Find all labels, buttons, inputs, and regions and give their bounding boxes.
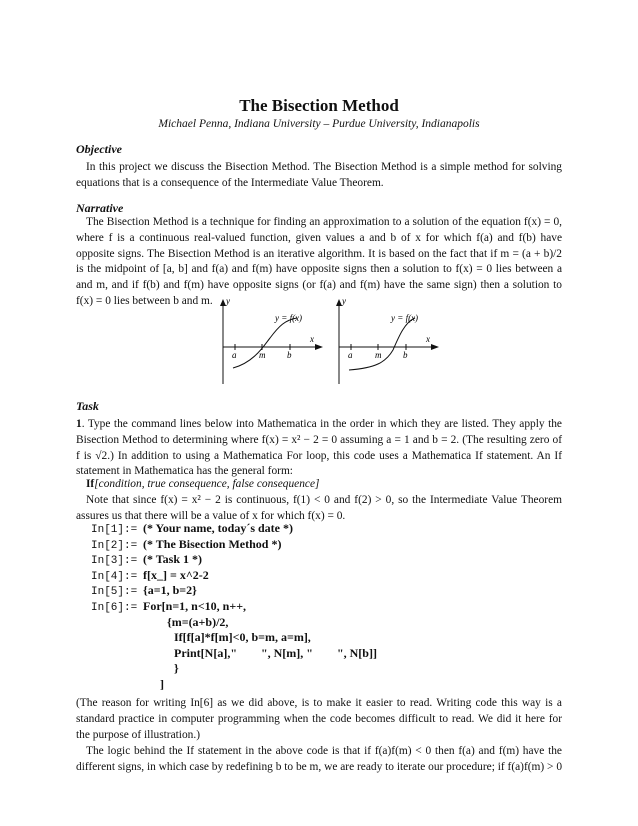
code-command: {a=1, b=2} bbox=[143, 583, 197, 598]
reason-text: (The reason for writing In[6] as we did above, is to make it easier to read. Writing code this way is a standard practice in computer programming when the code becomes difficult to read. We did it here for the purpose of illustration.) bbox=[76, 697, 562, 741]
x-label: x bbox=[310, 334, 314, 344]
page-title: The Bisection Method bbox=[239, 96, 399, 115]
narrative-body: The Bisection Method is a technique for finding an approximation to a solution of the equation f(x) = 0, where f is a continuous real-valued function, given values a and b of x for which f(a) and f(b) have opposite signs. The Bisection Method is an iterative algorithm. It is based on the fact that if m = (a + b)/2 is the midpoint of [a, b] and f(a) and f(m) have opposite signs then a solution to f(x) = 0 lies between a and m, and if f(b) and f(m) have opposite signs (or f(a) and f(m) have the same sign) then a solution to f(x) = 0 lies between b and m. bbox=[76, 216, 562, 307]
code-command: (* Task 1 *) bbox=[143, 552, 203, 567]
code-label: In[3]:= bbox=[91, 555, 138, 568]
code-line bbox=[91, 615, 377, 631]
code-line bbox=[91, 537, 377, 553]
author-line: Michael Penna, Indiana University – Purdue University, Indianapolis bbox=[158, 118, 480, 130]
if-general-form bbox=[76, 477, 562, 493]
x-axis-arrow bbox=[431, 344, 439, 350]
code-label: In[1]:= bbox=[91, 524, 138, 536]
task-intro bbox=[76, 417, 562, 480]
curve bbox=[349, 318, 415, 370]
curve-label: y = f(x) bbox=[391, 313, 419, 323]
curve bbox=[233, 318, 297, 368]
code-line bbox=[91, 568, 377, 584]
a-label: a bbox=[232, 350, 237, 360]
figure-bisection-1 bbox=[215, 296, 325, 386]
code-command: } bbox=[174, 661, 179, 676]
code-command: For[n=1, n<10, n++, bbox=[143, 598, 247, 613]
objective-heading: Objective bbox=[76, 142, 122, 156]
objective-body: In this project we discuss the Bisection Method. The Bisection Method is a simple method for solving equations that is a consequence of the Intermediate Value Theorem. bbox=[76, 161, 562, 189]
x-label: x bbox=[426, 334, 430, 344]
code-line bbox=[91, 583, 377, 599]
x-axis-arrow bbox=[315, 344, 323, 350]
b-label: b bbox=[287, 350, 292, 360]
task-item-number: 1 bbox=[76, 418, 82, 430]
code-command: ] bbox=[160, 676, 164, 691]
narrative-heading: Narrative bbox=[76, 201, 124, 215]
logic-paragraph bbox=[76, 744, 562, 776]
code-command: If[f[a]*f[m]<0, b=m, a=m], bbox=[174, 630, 311, 645]
task-note bbox=[76, 493, 562, 525]
code-command: {m=(a+b)/2, bbox=[167, 614, 229, 629]
code-line bbox=[91, 599, 377, 615]
code-line bbox=[91, 646, 377, 662]
figure-bisection-2 bbox=[331, 296, 441, 386]
if-keyword: If bbox=[86, 478, 95, 490]
b-label: b bbox=[403, 350, 408, 360]
y-label: y bbox=[342, 296, 346, 306]
task-heading: Task bbox=[76, 399, 99, 413]
code-label: In[2]:= bbox=[91, 539, 138, 552]
code-command: (* Your name, today´s date *) bbox=[143, 521, 293, 535]
objective-text bbox=[76, 160, 562, 192]
m-label: m bbox=[375, 350, 382, 360]
y-label: y bbox=[226, 296, 230, 306]
code-line bbox=[91, 521, 377, 537]
code-label: In[5]:= bbox=[91, 586, 138, 599]
code-command: Print[N[a]," ", N[m], " ", N[b]] bbox=[174, 645, 377, 660]
code-line bbox=[91, 552, 377, 568]
code-command: (* The Bisection Method *) bbox=[143, 536, 282, 551]
m-label: m bbox=[259, 350, 266, 360]
curve-label: y = f(x) bbox=[275, 313, 303, 323]
code-line bbox=[91, 630, 377, 646]
code-label: In[4]:= bbox=[91, 570, 138, 583]
code-line bbox=[91, 677, 377, 693]
if-form: [condition, true consequence, false consequence] bbox=[94, 478, 320, 490]
a-label: a bbox=[348, 350, 353, 360]
code-label: In[6]:= bbox=[91, 601, 138, 614]
code-block bbox=[91, 521, 377, 693]
reason-paragraph bbox=[76, 696, 562, 743]
code-command: f[x_] = x^2-2 bbox=[143, 567, 209, 582]
code-line bbox=[91, 661, 377, 677]
logic-text: The logic behind the If statement in the above code is that if f(a)f(m) < 0 then f(a) and f(m) have the different signs, in which case by redefining b to be m, we are ready to iterate our procedure; if f(a)f(m) > 0 bbox=[76, 745, 563, 773]
task-intro-text: . Type the command lines below into Mathematica in the order in which they are listed. They apply the Bisection Method to determining where f(x) = x² − 2 = 0 assuming a = 1 and b = 2. (The resulting zero of f is √2.) In addition to using a Mathematica For loop, this code uses a Mathematica If statement. An If statement in Mathematica has the general form: bbox=[76, 418, 562, 478]
task-note-text: Note that since f(x) = x² − 2 is continuous, f(1) < 0 and f(2) > 0, so the Intermediate Value Theorem assures us that there will be a value of x for which f(x) = 0. bbox=[76, 494, 562, 522]
